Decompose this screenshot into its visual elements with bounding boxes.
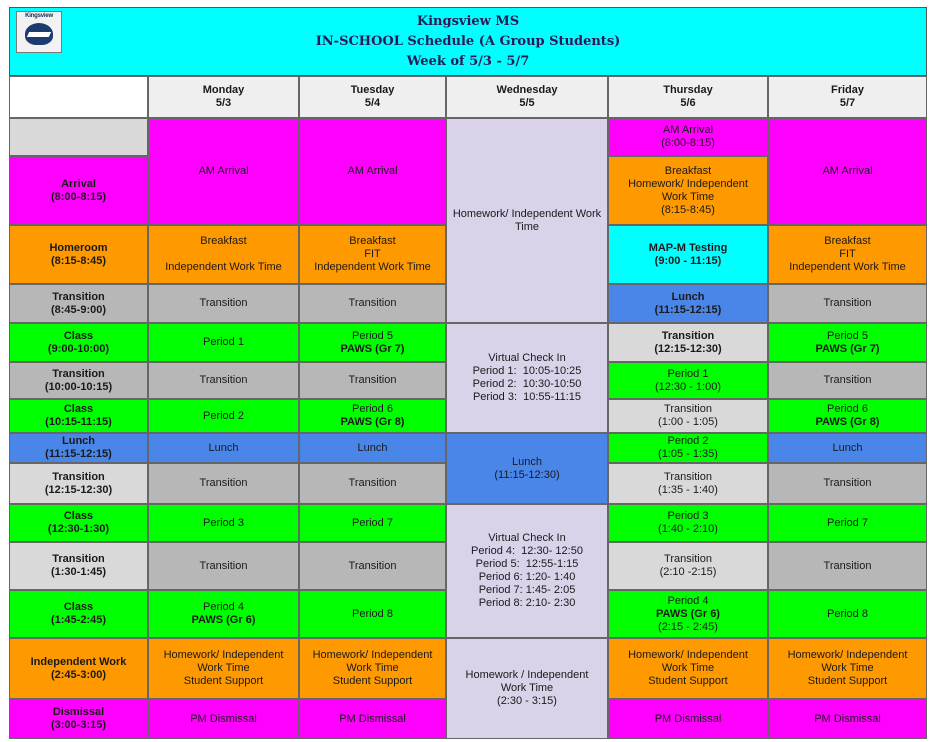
cell-text: AM Arrival xyxy=(662,124,714,136)
row-time: (11:15-12:15) xyxy=(45,448,112,460)
thursday-transition xyxy=(608,463,768,504)
day-date: 5/3 xyxy=(215,97,232,109)
header-corner xyxy=(9,76,148,118)
title-banner xyxy=(9,7,927,76)
cell-text: PM Dismissal xyxy=(190,712,257,725)
cell-text: PM Dismissal xyxy=(339,712,406,725)
cell-text: PM Dismissal xyxy=(654,712,722,725)
cell-text: Homework/ Independent xyxy=(628,649,748,661)
cell-text: Breakfast xyxy=(824,235,871,247)
cell-text: Period 1 xyxy=(203,336,244,348)
cell-text: (1:40 - 2:10) xyxy=(658,523,718,535)
row-name: Homeroom xyxy=(49,241,108,254)
friday-period-5 xyxy=(768,323,927,362)
thursday-independent-work xyxy=(608,638,768,699)
cell-text: (11:15-12:30) xyxy=(494,468,560,481)
cell-text: Lunch xyxy=(832,441,863,454)
cell-text: Period 4 xyxy=(203,601,244,613)
cell-text: PM Dismissal xyxy=(814,712,881,725)
monday-period-1 xyxy=(148,323,299,362)
cell-text: Work Time xyxy=(821,662,874,674)
check-in-line: Period 2: 10:30-10:50 xyxy=(472,378,582,390)
row-time: (2:45-3:00) xyxy=(50,668,107,681)
friday-independent-work xyxy=(768,638,927,699)
check-in-line: Period 8: 2:10- 2:30 xyxy=(478,597,576,609)
friday-period-8 xyxy=(768,590,927,638)
cell-text: Student Support xyxy=(807,675,888,687)
wednesday-virtual-check-in-am xyxy=(446,323,608,433)
row-time: (8:15-8:45) xyxy=(50,254,107,267)
cell-text: Breakfast xyxy=(200,235,247,247)
cell-text: (2:10 -2:15) xyxy=(659,566,717,578)
thursday-map-testing xyxy=(608,225,768,284)
day-header-wednesday xyxy=(446,76,608,118)
row-label-dismissal xyxy=(9,699,148,739)
check-in-line: Period 4: 12:30- 12:50 xyxy=(471,545,583,557)
cell-text: Transition xyxy=(199,374,248,386)
check-in-line: Period 6: 1:20- 1:40 xyxy=(478,571,576,583)
day-name: Friday xyxy=(830,84,864,96)
row-time: (10:15-11:15) xyxy=(45,416,112,428)
cell-text: Period 5 xyxy=(827,329,868,342)
thursday-transition xyxy=(608,323,768,362)
row-time: (8:00-8:15) xyxy=(50,190,107,203)
cell-text: (2:15 - 2:45) xyxy=(658,620,718,633)
cell-text: Period 3 xyxy=(203,516,244,529)
cell-text: Transition xyxy=(664,403,712,415)
week-range: Week of 5/3 - 5/7 xyxy=(406,54,530,69)
paws-label: PAWS (Gr 6) xyxy=(656,607,720,620)
day-date: 5/4 xyxy=(364,97,381,109)
tuesday-arrival xyxy=(299,118,446,225)
cell-text: Period 3 xyxy=(667,510,709,522)
paws-label: PAWS (Gr 6) xyxy=(191,614,256,626)
row-label-class xyxy=(9,504,148,542)
cell-text: Transition xyxy=(348,374,397,386)
row-time: (8:45-9:00) xyxy=(50,303,107,316)
cell-text: Transition xyxy=(199,477,248,489)
row-label-class xyxy=(9,323,148,362)
cell-text: Period 8 xyxy=(352,607,393,620)
check-in-line: Period 7: 1:45- 2:05 xyxy=(478,584,576,596)
thursday-period-4 xyxy=(608,590,768,638)
cell-text: Independent Work Time xyxy=(314,261,431,273)
paws-label: PAWS (Gr 8) xyxy=(340,416,405,428)
cell-text: Independent Work Time xyxy=(165,261,282,273)
cell-text: Homework/ Independent xyxy=(628,177,748,190)
row-name: Class xyxy=(63,403,94,415)
friday-arrival xyxy=(768,118,927,225)
paws-label: PAWS (Gr 8) xyxy=(815,416,880,428)
row-label-transition xyxy=(9,362,148,399)
row-time: (10:00-10:15) xyxy=(44,380,113,393)
cell-text: FIT xyxy=(839,248,856,260)
monday-independent-work xyxy=(148,638,299,699)
cell-text: MAP-M Testing xyxy=(648,241,728,254)
day-name: Tuesday xyxy=(350,84,395,96)
friday-period-7 xyxy=(768,504,927,542)
cell-text: Time xyxy=(514,220,540,233)
cell-text: (11:15-12:15) xyxy=(654,303,722,316)
row-name: Class xyxy=(63,601,94,613)
thursday-period-1 xyxy=(608,362,768,399)
cell-text: (12:15-12:30) xyxy=(654,342,722,355)
monday-period-4 xyxy=(148,590,299,638)
friday-transition xyxy=(768,284,927,323)
row-name: Arrival xyxy=(61,177,96,190)
tuesday-transition xyxy=(299,362,446,399)
cell-text: Period 5 xyxy=(352,329,393,342)
schedule-title: IN-SCHOOL Schedule (A Group Students) xyxy=(315,34,621,49)
day-header-friday xyxy=(768,76,927,118)
cell-text: Homework / Independent xyxy=(465,669,589,681)
thursday-breakfast xyxy=(608,156,768,225)
cell-text: Transition xyxy=(348,477,397,489)
day-header-tuesday xyxy=(299,76,446,118)
friday-transition xyxy=(768,542,927,590)
paws-label: PAWS (Gr 7) xyxy=(340,342,405,355)
row-time: (9:00-10:00) xyxy=(47,342,110,355)
row-label-blank xyxy=(9,118,148,156)
friday-period-6 xyxy=(768,399,927,433)
check-in-line: Period 5: 12:55-1:15 xyxy=(475,558,579,570)
thursday-lunch xyxy=(608,284,768,323)
row-time: (1:45-2:45) xyxy=(50,614,107,626)
logo-text: Kingsview xyxy=(25,13,53,19)
cell-text: Work Time xyxy=(197,662,250,674)
monday-homeroom xyxy=(148,225,299,284)
thursday-arrival xyxy=(608,118,768,156)
cell-text: Period 6 xyxy=(827,403,868,415)
row-name: Dismissal xyxy=(52,706,105,718)
cell-text: Homework/ Independent xyxy=(312,649,433,661)
tuesday-transition xyxy=(299,284,446,323)
friday-transition xyxy=(768,362,927,399)
row-label-homeroom xyxy=(9,225,148,284)
cell-text: Transition xyxy=(199,297,248,309)
cell-text: (1:00 - 1:05) xyxy=(658,416,718,428)
friday-lunch xyxy=(768,433,927,463)
cell-text: Virtual Check In xyxy=(488,532,566,544)
cell-text: Transition xyxy=(199,559,248,572)
cell-text: (1:35 - 1:40) xyxy=(658,483,718,496)
cell-text: Independent Work Time xyxy=(789,261,906,273)
cell-text: (1:05 - 1:35) xyxy=(658,448,718,460)
row-name: Class xyxy=(63,329,94,342)
cell-text: Transition xyxy=(823,559,872,572)
tuesday-period-7 xyxy=(299,504,446,542)
friday-dismissal xyxy=(768,699,927,739)
day-date: 5/6 xyxy=(680,97,696,109)
friday-transition xyxy=(768,463,927,504)
cell-text: Transition xyxy=(664,470,712,483)
day-header-monday xyxy=(148,76,299,118)
cell-text: Transition xyxy=(823,374,872,386)
cell-text: Period 4 xyxy=(667,594,709,607)
tuesday-period-5 xyxy=(299,323,446,362)
cell-text: Transition xyxy=(823,477,872,489)
tuesday-homeroom xyxy=(299,225,446,284)
cell-text: Transition xyxy=(661,329,715,342)
row-label-arrival xyxy=(9,156,148,225)
cell-text: Period 6 xyxy=(352,403,393,415)
cell-text: (12:30 - 1:00) xyxy=(654,380,722,393)
monday-arrival xyxy=(148,118,299,225)
row-time: (12:30-1:30) xyxy=(47,523,110,535)
cell-text: Period 2 xyxy=(203,409,244,422)
tuesday-lunch xyxy=(299,433,446,463)
cell-text: Lunch xyxy=(208,441,239,454)
cell-text: Student Support xyxy=(648,675,728,687)
tuesday-independent-work xyxy=(299,638,446,699)
row-label-lunch xyxy=(9,433,148,463)
cell-text: Breakfast xyxy=(664,164,712,177)
cell-text: Homework/ Independent Work xyxy=(452,207,602,220)
cell-text: Student Support xyxy=(332,675,413,687)
cell-text: (8:15-8:45) xyxy=(661,203,715,216)
cell-text: Student Support xyxy=(183,675,264,687)
wednesday-homework-afternoon xyxy=(446,638,608,739)
thursday-period-2 xyxy=(608,433,768,463)
row-label-class xyxy=(9,399,148,433)
monday-period-3 xyxy=(148,504,299,542)
cell-text: Transition xyxy=(348,297,397,309)
cell-text: AM Arrival xyxy=(198,165,249,177)
monday-lunch xyxy=(148,433,299,463)
cell-text: Transition xyxy=(348,559,397,572)
cell-text: Transition xyxy=(664,553,712,565)
row-name: Lunch xyxy=(62,435,95,447)
row-label-transition xyxy=(9,284,148,323)
cell-text: Period 1 xyxy=(667,367,709,380)
row-label-independent-work xyxy=(9,638,148,699)
monday-transition xyxy=(148,362,299,399)
cell-text: Lunch xyxy=(671,290,705,303)
school-name: Kingsview MS xyxy=(416,14,520,29)
monday-period-2 xyxy=(148,399,299,433)
cell-text: Work Time xyxy=(500,682,554,694)
row-label-class xyxy=(9,590,148,638)
cell-text: Work Time xyxy=(661,662,715,674)
paws-label: PAWS (Gr 7) xyxy=(815,342,880,355)
cell-text: Virtual Check In xyxy=(488,352,566,364)
monday-transition xyxy=(148,284,299,323)
cell-text: (8:00-8:15) xyxy=(661,137,715,149)
cell-text: Transition xyxy=(823,297,872,309)
day-name: Monday xyxy=(202,84,245,96)
tuesday-period-6 xyxy=(299,399,446,433)
thursday-dismissal xyxy=(608,699,768,739)
cell-text: Period 8 xyxy=(827,607,868,620)
day-date: 5/5 xyxy=(519,97,535,109)
tuesday-transition xyxy=(299,542,446,590)
check-in-line: Period 3: 10:55-11:15 xyxy=(472,391,582,403)
cell-text: Lunch xyxy=(357,441,388,454)
tuesday-dismissal xyxy=(299,699,446,739)
monday-dismissal xyxy=(148,699,299,739)
row-label-transition xyxy=(9,463,148,504)
wednesday-lunch xyxy=(446,433,608,504)
cell-text: AM Arrival xyxy=(347,165,398,177)
cell-text: Period 7 xyxy=(827,516,868,529)
cell-text: (9:00 - 11:15) xyxy=(654,254,722,267)
day-header-thursday xyxy=(608,76,768,118)
cell-text: FIT xyxy=(364,248,381,260)
monday-transition xyxy=(148,463,299,504)
thursday-transition xyxy=(608,399,768,433)
wednesday-homework-morning xyxy=(446,118,608,323)
row-name: Transition xyxy=(52,553,105,565)
thursday-transition xyxy=(608,542,768,590)
monday-transition xyxy=(148,542,299,590)
friday-homeroom xyxy=(768,225,927,284)
day-name: Wednesday xyxy=(496,84,558,96)
row-time: (3:00-3:15) xyxy=(50,719,107,731)
row-name: Independent Work xyxy=(30,655,127,668)
cell-text: AM Arrival xyxy=(822,165,873,177)
row-label-transition xyxy=(9,542,148,590)
cell-text: Period 2 xyxy=(667,435,709,447)
row-name: Class xyxy=(63,510,94,522)
tuesday-period-8 xyxy=(299,590,446,638)
day-name: Thursday xyxy=(663,84,713,96)
cell-text: Period 7 xyxy=(352,516,393,529)
cell-text: Lunch xyxy=(512,455,542,468)
row-name: Transition xyxy=(52,367,105,380)
cell-text: Homework/ Independent xyxy=(787,649,908,661)
row-name: Transition xyxy=(52,290,105,303)
tuesday-transition xyxy=(299,463,446,504)
day-date: 5/7 xyxy=(839,97,856,109)
cell-text: Breakfast xyxy=(349,235,396,247)
cell-text: Work Time xyxy=(346,662,399,674)
schedule-sheet xyxy=(9,7,929,739)
wednesday-virtual-check-in-pm xyxy=(446,504,608,638)
cell-text: (2:30 - 3:15) xyxy=(497,695,557,707)
row-time: (12:15-12:30) xyxy=(44,483,113,496)
row-time: (1:30-1:45) xyxy=(50,566,107,578)
cell-text: Homework/ Independent xyxy=(163,649,284,661)
row-name: Transition xyxy=(52,470,105,483)
check-in-line: Period 1: 10:05-10:25 xyxy=(472,365,582,377)
thursday-period-3 xyxy=(608,504,768,542)
cell-text: Work Time xyxy=(661,190,715,203)
